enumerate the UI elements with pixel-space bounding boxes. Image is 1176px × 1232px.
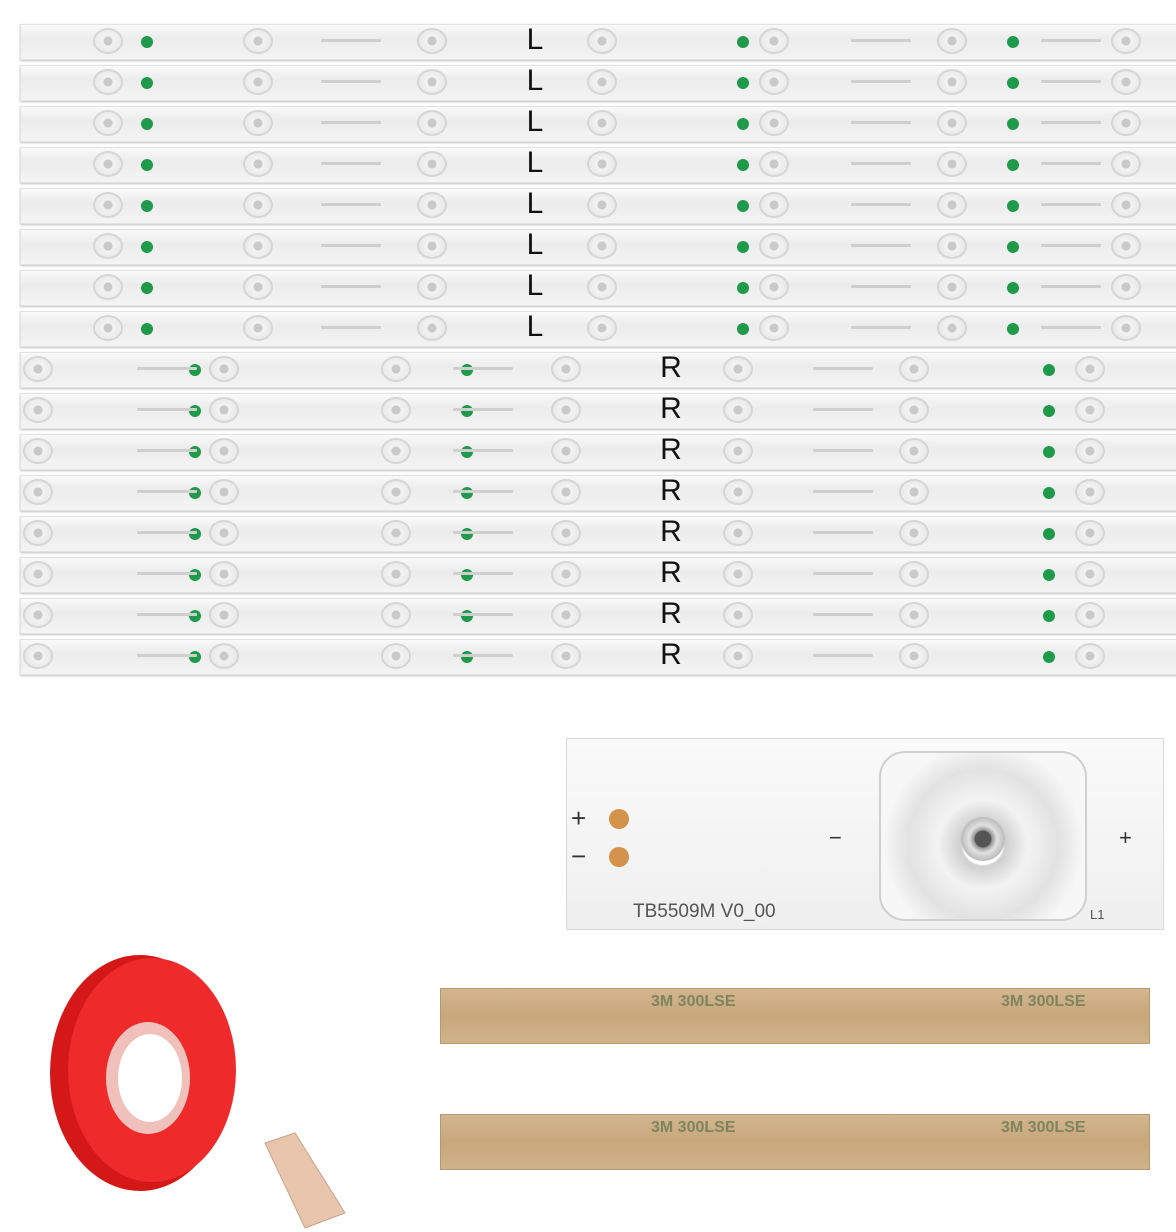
tape-peel: [265, 1133, 345, 1228]
status-dot: [461, 446, 473, 458]
status-dot: [189, 446, 201, 458]
led-lens: [1111, 233, 1141, 259]
led-lens: [93, 315, 123, 341]
led-lens: [417, 69, 447, 95]
left-led-strip: [20, 65, 1176, 101]
led-lens: [937, 233, 967, 259]
led-lens: [879, 751, 1087, 921]
status-dot: [1043, 569, 1055, 581]
silkscreen-text: [851, 244, 911, 247]
right-led-strip: [20, 639, 1176, 675]
strip-side-label: R: [660, 638, 682, 671]
silkscreen-text: [813, 613, 873, 616]
left-led-strip: [20, 147, 1176, 183]
model-number: TB5509M V0_00: [633, 901, 776, 922]
led-lens: [23, 479, 53, 505]
status-dot: [189, 610, 201, 622]
led-lens: [759, 151, 789, 177]
silkscreen-text: [1041, 326, 1101, 329]
led-lens: [587, 274, 617, 300]
led-lens: [937, 69, 967, 95]
silkscreen-text: [1041, 80, 1101, 83]
silkscreen-text: [851, 162, 911, 165]
led-lens: [723, 397, 753, 423]
led-lens: [209, 643, 239, 669]
status-dot: [141, 77, 153, 89]
silkscreen-text: [813, 572, 873, 575]
status-dot: [737, 323, 749, 335]
status-dot: [1043, 610, 1055, 622]
led-lens: [587, 110, 617, 136]
left-led-strip: [20, 188, 1176, 224]
strip-side-label: R: [660, 392, 682, 425]
led-lens: [759, 110, 789, 136]
silkscreen-text: [321, 39, 381, 42]
led-strip-closeup: [566, 738, 1164, 930]
silkscreen-text: [453, 367, 513, 370]
status-dot: [141, 159, 153, 171]
led-lens: [1075, 520, 1105, 546]
status-dot: [737, 282, 749, 294]
silkscreen-text: [851, 80, 911, 83]
status-dot: [461, 569, 473, 581]
status-dot: [1043, 364, 1055, 376]
led-lens: [899, 602, 929, 628]
silkscreen-text: [453, 572, 513, 575]
strip-side-label: R: [660, 351, 682, 384]
adhesive-strip-2: [440, 1114, 1150, 1170]
silkscreen-text: [321, 203, 381, 206]
led-lens: [899, 643, 929, 669]
led-lens: [1111, 110, 1141, 136]
led-lens: [723, 356, 753, 382]
led-lens: [417, 28, 447, 54]
strip-side-label: L: [526, 187, 544, 220]
led-lens: [551, 438, 581, 464]
silkscreen-text: [1041, 39, 1101, 42]
led-lens: [759, 28, 789, 54]
led-lens: [243, 110, 273, 136]
led-lens: [381, 356, 411, 382]
status-dot: [189, 528, 201, 540]
status-dot: [461, 364, 473, 376]
led-lens: [937, 151, 967, 177]
silkscreen-text: [321, 244, 381, 247]
right-led-strip: [20, 598, 1176, 634]
status-dot: [1043, 651, 1055, 663]
double-sided-tape-roll: [50, 938, 350, 1228]
strip-side-label: L: [526, 228, 544, 261]
led-lens: [209, 561, 239, 587]
silkscreen-text: [453, 449, 513, 452]
led-lens: [899, 520, 929, 546]
status-dot: [1007, 159, 1019, 171]
led-lens: [723, 438, 753, 464]
led-lens: [1111, 274, 1141, 300]
status-dot: [141, 241, 153, 253]
silkscreen-text: [137, 613, 197, 616]
silkscreen-text: [851, 285, 911, 288]
status-dot: [141, 323, 153, 335]
led-lens: [417, 192, 447, 218]
status-dot: [141, 118, 153, 130]
tape-brand-text: 3M 300LSE: [651, 993, 736, 1010]
led-lens: [243, 28, 273, 54]
status-dot: [189, 487, 201, 499]
left-led-strip: [20, 311, 1176, 347]
status-dot: [461, 651, 473, 663]
led-lens: [23, 356, 53, 382]
strip-side-label: R: [660, 556, 682, 589]
strip-side-label: L: [526, 64, 544, 97]
led-lens: [899, 438, 929, 464]
led-lens: [93, 233, 123, 259]
led-lens: [243, 192, 273, 218]
led-lens: [587, 192, 617, 218]
led-lens: [587, 233, 617, 259]
tape-brand-text: 3M 300LSE: [1001, 993, 1086, 1010]
led-lens: [23, 561, 53, 587]
led-lens: [1111, 315, 1141, 341]
led-lens: [1075, 356, 1105, 382]
status-dot: [1043, 528, 1055, 540]
led-lens: [93, 69, 123, 95]
led-lens: [93, 110, 123, 136]
led-lens: [723, 561, 753, 587]
silkscreen-text: [321, 162, 381, 165]
status-dot: [1043, 405, 1055, 417]
led-lens: [381, 520, 411, 546]
status-dot: [1043, 487, 1055, 499]
status-dot: [737, 77, 749, 89]
strip-side-label: L: [526, 269, 544, 302]
led-lens: [1111, 192, 1141, 218]
status-dot: [1043, 446, 1055, 458]
status-dot: [141, 36, 153, 48]
positive-pad: [609, 809, 629, 829]
led-lens: [551, 356, 581, 382]
silkscreen-text: [813, 367, 873, 370]
led-lens: [1111, 28, 1141, 54]
led-lens: [723, 643, 753, 669]
right-led-strip: [20, 393, 1176, 429]
status-dot: [1007, 118, 1019, 130]
silkscreen-text: [321, 80, 381, 83]
silkscreen-text: [453, 490, 513, 493]
tape-brand-text: 3M 300LSE: [1001, 1119, 1086, 1136]
led-lens: [381, 438, 411, 464]
led-lens: [1075, 602, 1105, 628]
status-dot: [189, 569, 201, 581]
status-dot: [461, 528, 473, 540]
led-lens: [381, 397, 411, 423]
left-led-strip: [20, 24, 1176, 60]
led-lens: [209, 602, 239, 628]
led-lens: [381, 602, 411, 628]
status-dot: [737, 118, 749, 130]
led-lens: [937, 110, 967, 136]
silkscreen-text: [1041, 162, 1101, 165]
silkscreen-text: [813, 408, 873, 411]
led-lens: [937, 28, 967, 54]
led-lens: [759, 192, 789, 218]
component-id: L1: [1090, 907, 1105, 922]
led-lens: [723, 520, 753, 546]
right-led-strip: [20, 434, 1176, 470]
led-lens: [587, 315, 617, 341]
led-lens: [93, 151, 123, 177]
silkscreen-text: [851, 121, 911, 124]
silkscreen-text: [321, 121, 381, 124]
led-lens: [587, 151, 617, 177]
minus-symbol: −: [571, 841, 587, 871]
strip-side-label: L: [526, 310, 544, 343]
silkscreen-text: [137, 408, 197, 411]
led-lens: [551, 397, 581, 423]
silkscreen-text: [1041, 244, 1101, 247]
led-lens: [381, 479, 411, 505]
status-dot: [737, 36, 749, 48]
led-lens: [23, 397, 53, 423]
led-lens: [23, 602, 53, 628]
silkscreen-text: [137, 490, 197, 493]
silkscreen-text: [813, 449, 873, 452]
led-lens: [93, 192, 123, 218]
status-dot: [141, 200, 153, 212]
led-lens: [899, 561, 929, 587]
status-dot: [1007, 36, 1019, 48]
negative-pad: [609, 847, 629, 867]
led-lens: [1111, 151, 1141, 177]
led-lens: [1111, 69, 1141, 95]
status-dot: [189, 364, 201, 376]
silkscreen-text: [453, 408, 513, 411]
plus-symbol: +: [571, 803, 587, 833]
led-lens: [243, 69, 273, 95]
led-lens: [937, 315, 967, 341]
status-dot: [189, 651, 201, 663]
silkscreen-text: [813, 654, 873, 657]
led-lens: [1075, 397, 1105, 423]
strip-side-label: R: [660, 433, 682, 466]
status-dot: [1007, 200, 1019, 212]
left-led-strip: [20, 229, 1176, 265]
led-lens: [417, 110, 447, 136]
status-dot: [189, 405, 201, 417]
led-lens: [417, 233, 447, 259]
silkscreen-text: [851, 326, 911, 329]
led-lens: [209, 479, 239, 505]
led-lens: [93, 28, 123, 54]
adhesive-strip-1: [440, 988, 1150, 1044]
silkscreen-text: [1041, 121, 1101, 124]
led-lens: [243, 151, 273, 177]
silkscreen-text: [453, 613, 513, 616]
right-led-strip: [20, 516, 1176, 552]
silkscreen-text: [453, 654, 513, 657]
silkscreen-text: [813, 490, 873, 493]
led-lens: [1075, 479, 1105, 505]
silkscreen-text: [137, 449, 197, 452]
led-lens: [937, 274, 967, 300]
led-lens: [723, 602, 753, 628]
tape-brand-text: 3M 300LSE: [651, 1119, 736, 1136]
led-lens: [209, 520, 239, 546]
silkscreen-text: [321, 326, 381, 329]
led-lens: [1075, 561, 1105, 587]
led-lens: [243, 233, 273, 259]
status-dot: [1007, 323, 1019, 335]
left-led-strip: [20, 106, 1176, 142]
strip-side-label: R: [660, 474, 682, 507]
right-led-strip: [20, 557, 1176, 593]
led-lens: [417, 151, 447, 177]
right-led-strip: [20, 475, 1176, 511]
led-lens: [899, 479, 929, 505]
left-led-strip: [20, 270, 1176, 306]
led-lens: [937, 192, 967, 218]
strip-side-label: L: [526, 105, 544, 138]
led-lens: [209, 356, 239, 382]
right-led-strip: [20, 352, 1176, 388]
led-lens: [587, 28, 617, 54]
led-lens: [23, 438, 53, 464]
led-lens: [551, 520, 581, 546]
led-lens: [723, 479, 753, 505]
strip-side-label: L: [526, 146, 544, 179]
status-dot: [1007, 282, 1019, 294]
strip-side-label: R: [660, 515, 682, 548]
status-dot: [1007, 77, 1019, 89]
status-dot: [737, 159, 749, 171]
led-lens: [243, 274, 273, 300]
status-dot: [461, 487, 473, 499]
led-lens: [381, 561, 411, 587]
status-dot: [461, 405, 473, 417]
led-lens: [587, 69, 617, 95]
led-lens: [759, 315, 789, 341]
led-lens: [551, 602, 581, 628]
status-dot: [737, 241, 749, 253]
lens-minus-symbol: −: [829, 825, 842, 850]
led-lens: [243, 315, 273, 341]
silkscreen-text: [851, 203, 911, 206]
silkscreen-text: [453, 531, 513, 534]
tape-roll-hole: [118, 1034, 182, 1122]
led-chip: [961, 817, 1005, 861]
led-lens: [759, 233, 789, 259]
status-dot: [461, 610, 473, 622]
silkscreen-text: [1041, 285, 1101, 288]
led-lens: [381, 643, 411, 669]
silkscreen-text: [321, 285, 381, 288]
led-lens: [551, 643, 581, 669]
silkscreen-text: [1041, 203, 1101, 206]
status-dot: [141, 282, 153, 294]
silkscreen-text: [137, 367, 197, 370]
led-lens: [417, 274, 447, 300]
led-lens: [551, 479, 581, 505]
led-lens: [759, 274, 789, 300]
led-lens: [209, 397, 239, 423]
led-lens: [899, 397, 929, 423]
silkscreen-text: [851, 39, 911, 42]
strip-side-label: L: [526, 23, 544, 56]
status-dot: [737, 200, 749, 212]
led-lens: [1075, 643, 1105, 669]
led-lens: [209, 438, 239, 464]
led-lens: [23, 643, 53, 669]
led-lens: [23, 520, 53, 546]
led-lens: [417, 315, 447, 341]
led-lens: [759, 69, 789, 95]
led-lens: [899, 356, 929, 382]
strip-side-label: R: [660, 597, 682, 630]
led-lens: [93, 274, 123, 300]
lens-plus-symbol: +: [1119, 825, 1132, 850]
silkscreen-text: [137, 572, 197, 575]
silkscreen-text: [813, 531, 873, 534]
led-lens: [1075, 438, 1105, 464]
led-lens: [551, 561, 581, 587]
silkscreen-text: [137, 654, 197, 657]
silkscreen-text: [137, 531, 197, 534]
status-dot: [1007, 241, 1019, 253]
